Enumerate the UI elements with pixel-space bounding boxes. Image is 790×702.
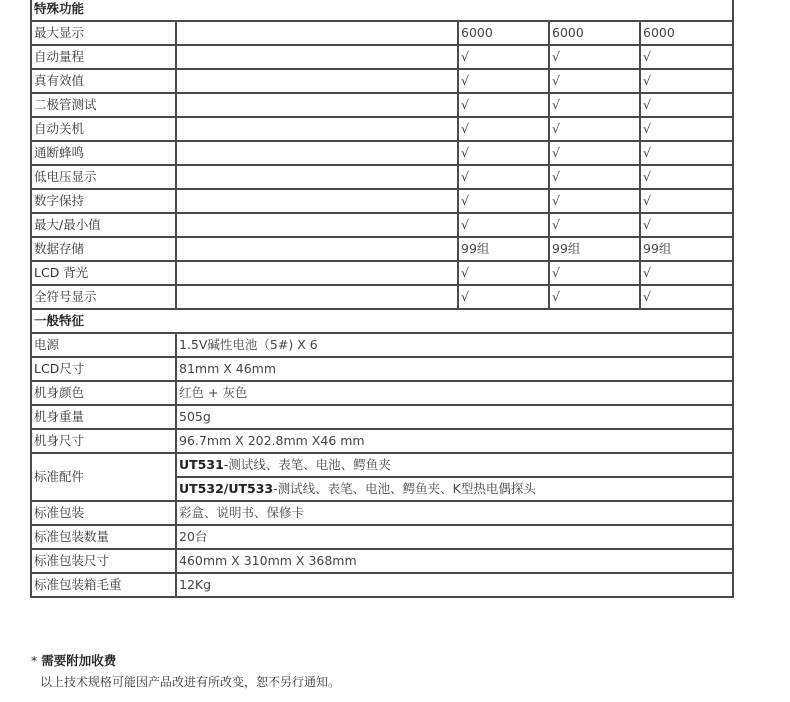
- model-1-value: 99组: [458, 237, 549, 261]
- model-3-value: √: [640, 45, 733, 69]
- model-3-value: √: [640, 141, 733, 165]
- table-row: [31, 189, 733, 213]
- model-1-value: √: [458, 141, 549, 165]
- footnote-extra-charge: [31, 651, 116, 669]
- table-row: [31, 213, 733, 237]
- row-value: 20台: [176, 525, 733, 549]
- model-1-value: √: [458, 45, 549, 69]
- table-row: [31, 333, 733, 357]
- row-spacer: [176, 141, 458, 165]
- row-spacer: [176, 21, 458, 45]
- row-label: 自动量程: [31, 45, 176, 69]
- model-2-value: √: [549, 285, 640, 309]
- row-label: 自动关机: [31, 117, 176, 141]
- model-3-value: √: [640, 117, 733, 141]
- row-label: 真有效值: [31, 69, 176, 93]
- model-3-value: √: [640, 213, 733, 237]
- row-label: 标准配件: [31, 453, 176, 501]
- table-row: [31, 549, 733, 573]
- row-label: 电源: [31, 333, 176, 357]
- row-label: 通断蜂鸣: [31, 141, 176, 165]
- table-row: [31, 261, 733, 285]
- model-2-value: 99组: [549, 237, 640, 261]
- model-2-value: √: [549, 93, 640, 117]
- model-name: UT531: [179, 457, 224, 472]
- row-label: 标准包装尺寸: [31, 549, 176, 573]
- row-spacer: [176, 189, 458, 213]
- special-functions-section: [31, 0, 733, 309]
- table-row: [31, 285, 733, 309]
- model-2-value: 6000: [549, 21, 640, 45]
- row-spacer: [176, 117, 458, 141]
- table-row: [31, 405, 733, 429]
- row-label: 数字保持: [31, 189, 176, 213]
- table-row: [31, 117, 733, 141]
- row-label: LCD 背光: [31, 261, 176, 285]
- model-3-value: √: [640, 69, 733, 93]
- row-value: 1.5V碱性电池（5#) X 6: [176, 333, 733, 357]
- row-label: 标准包装: [31, 501, 176, 525]
- row-label: 标准包装数量: [31, 525, 176, 549]
- row-spacer: [176, 165, 458, 189]
- row-spacer: [176, 69, 458, 93]
- table-row: [31, 501, 733, 525]
- table-row: [31, 237, 733, 261]
- model-1-value: √: [458, 261, 549, 285]
- model-1-value: 6000: [458, 21, 549, 45]
- row-spacer: [176, 213, 458, 237]
- model-1-value: √: [458, 213, 549, 237]
- model-2-value: √: [549, 261, 640, 285]
- table-row: [31, 357, 733, 381]
- row-label: 机身颜色: [31, 381, 176, 405]
- row-label: 低电压显示: [31, 165, 176, 189]
- row-label: 全符号显示: [31, 285, 176, 309]
- section-header-row: [31, 309, 733, 333]
- row-label: LCD尺寸: [31, 357, 176, 381]
- section-heading: 特殊功能: [31, 0, 733, 21]
- row-spacer: [176, 45, 458, 69]
- model-1-value: √: [458, 117, 549, 141]
- accessory-text: -测试线、表笔、电池、鳄鱼夹、K型热电偶探头: [273, 481, 536, 496]
- model-1-value: √: [458, 189, 549, 213]
- row-spacer: [176, 261, 458, 285]
- model-1-value: √: [458, 93, 549, 117]
- table-row: [31, 429, 733, 453]
- table-row: [31, 165, 733, 189]
- model-3-value: 6000: [640, 21, 733, 45]
- accessory-line-ut531: [176, 453, 733, 477]
- row-label: 标准包装箱毛重: [31, 573, 176, 597]
- model-3-value: √: [640, 93, 733, 117]
- accessory-text: -测试线、表笔、电池、鳄鱼夹: [223, 457, 391, 472]
- table-row: [31, 381, 733, 405]
- model-2-value: √: [549, 213, 640, 237]
- row-label: 机身重量: [31, 405, 176, 429]
- row-label: 数据存储: [31, 237, 176, 261]
- model-3-value: √: [640, 285, 733, 309]
- footnote-asterisk: *: [31, 653, 42, 668]
- footnote-disclaimer: 以上技术规格可能因产品改进有所改变，恕不另行通知。: [40, 675, 341, 689]
- model-2-value: √: [549, 117, 640, 141]
- table-row: [31, 21, 733, 45]
- row-value: 81mm X 46mm: [176, 357, 733, 381]
- model-2-value: √: [549, 45, 640, 69]
- row-spacer: [176, 93, 458, 117]
- footnote-text: 需要附加收费: [41, 653, 117, 668]
- row-spacer: [176, 237, 458, 261]
- table-row: [31, 573, 733, 597]
- general-features-section: [31, 309, 733, 597]
- table-row: [31, 93, 733, 117]
- model-name: UT532/UT533: [179, 481, 274, 496]
- row-value: 红色 + 灰色: [176, 381, 733, 405]
- table-row: [31, 69, 733, 93]
- row-value: 460mm X 310mm X 368mm: [176, 549, 733, 573]
- table-row: [31, 525, 733, 549]
- row-label: 二极管测试: [31, 93, 176, 117]
- model-3-value: 99组: [640, 237, 733, 261]
- model-2-value: √: [549, 141, 640, 165]
- table-row: [31, 45, 733, 69]
- section-heading: 一般特征: [31, 309, 733, 333]
- model-3-value: √: [640, 165, 733, 189]
- accessory-line-ut532-ut533: [176, 477, 733, 501]
- model-3-value: √: [640, 261, 733, 285]
- model-1-value: √: [458, 69, 549, 93]
- row-spacer: [176, 285, 458, 309]
- table-row: [31, 141, 733, 165]
- model-1-value: √: [458, 285, 549, 309]
- model-1-value: √: [458, 165, 549, 189]
- model-3-value: √: [640, 189, 733, 213]
- row-value: 12Kg: [176, 573, 733, 597]
- row-value: 彩盒、说明书、保修卡: [176, 501, 733, 525]
- row-label: 最大显示: [31, 21, 176, 45]
- row-label: 最大/最小值: [31, 213, 176, 237]
- section-header-row: [31, 0, 733, 21]
- model-2-value: √: [549, 69, 640, 93]
- table-row: [31, 453, 733, 477]
- model-2-value: √: [549, 189, 640, 213]
- row-label: 机身尺寸: [31, 429, 176, 453]
- model-2-value: √: [549, 165, 640, 189]
- spec-table: [30, 0, 734, 598]
- row-value: 96.7mm X 202.8mm X46 mm: [176, 429, 733, 453]
- row-value: 505g: [176, 405, 733, 429]
